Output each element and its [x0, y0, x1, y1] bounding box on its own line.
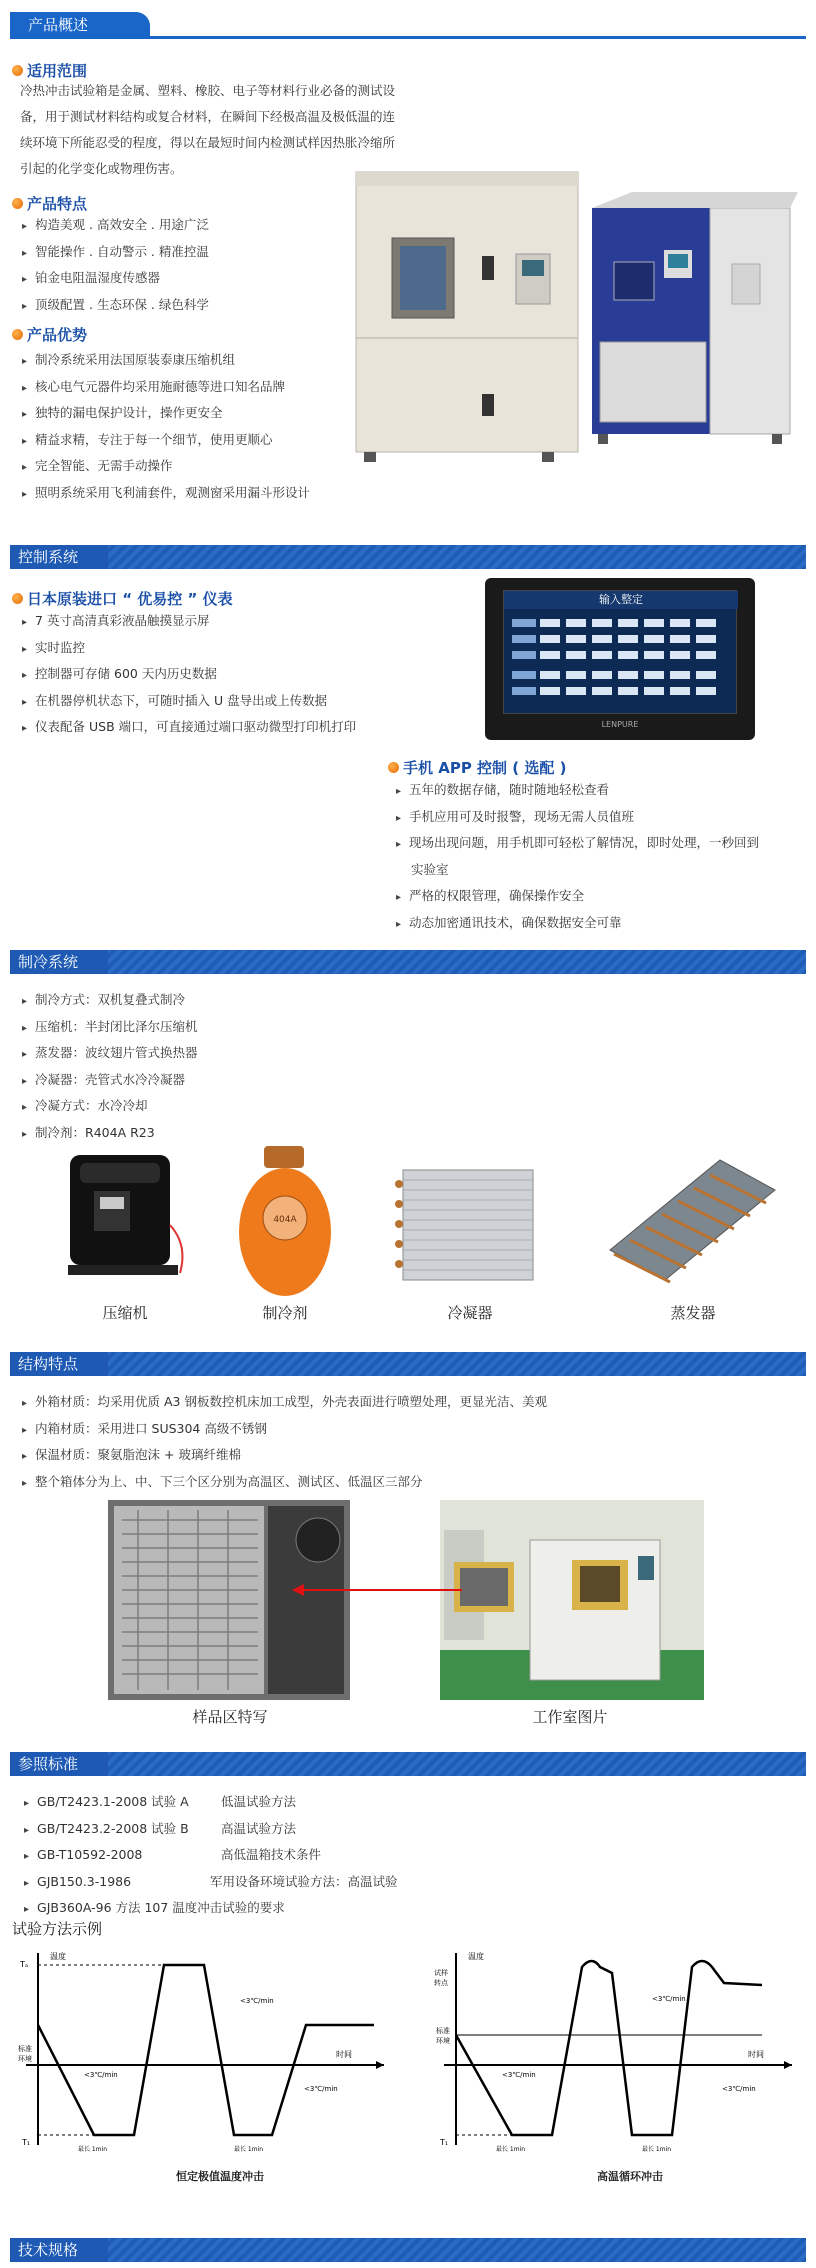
diagram1-ylabel: 温度	[50, 1952, 66, 1961]
standard-code: GJB150.3-1986	[37, 1873, 132, 1889]
bullet-dot-icon	[388, 762, 399, 773]
section-divider	[10, 36, 806, 39]
condenser-image	[395, 1160, 545, 1290]
diagram1-rate2: <3℃/min	[84, 2071, 118, 2079]
controller-list	[22, 609, 356, 742]
section-title: 控制系统	[10, 545, 108, 569]
list-item: ▸ 外箱材质：均采用优质 A3 钢板数控机床加工成型，外壳表面进行喷塑处理，更显光洁、美观	[22, 1390, 547, 1417]
standard-code: GB/T2423.2-2008 试验 B	[37, 1820, 189, 1836]
scope-paragraph	[20, 78, 460, 182]
diagram1-rate3: <3℃/min	[304, 2085, 338, 2093]
list-item: ▸ 制冷系统采用法国原装泰康压缩机组	[22, 348, 310, 375]
list-item: ▸ 动态加密通讯技术，确保数据安全可靠	[396, 911, 759, 938]
bullet-dot-icon	[12, 329, 23, 340]
section-bar-standards	[10, 1752, 806, 1776]
diagram2-ylabel: 温度	[468, 1952, 484, 1961]
diagram2-xlabel: 时间	[748, 2050, 764, 2059]
app-title: 手机 APP 控制 ( 选配 )	[403, 759, 567, 777]
features-title: 产品特点	[27, 195, 88, 213]
blue-chamber-image	[592, 192, 798, 444]
section-tab-overview: 产品概述	[10, 12, 150, 38]
cooling-list	[22, 988, 198, 1147]
screen-title: 输入整定	[504, 591, 738, 609]
list-item: ▸ 制冷方式：双机复叠式制冷	[22, 988, 198, 1015]
list-item: ▸ 手机应用可及时报警，现场无需人员值班	[396, 805, 759, 832]
diagram2-t1: T₁	[440, 2138, 449, 2147]
diagram-constant-shock	[14, 1945, 394, 2160]
section-title: 制冷系统	[10, 950, 108, 974]
controller-heading	[12, 588, 233, 609]
section-bar-structure	[10, 1352, 806, 1376]
work-room-caption: 工作室图片	[532, 1708, 608, 1726]
section-bar-specs	[10, 2238, 806, 2262]
refrigerant-tank-image	[230, 1140, 340, 1300]
evaporator-image	[600, 1150, 780, 1290]
bullet-dot-icon	[12, 65, 23, 76]
list-item: ▸ 铂金电阻温湿度传感器	[22, 266, 209, 293]
advantages-title: 产品优势	[27, 326, 88, 344]
red-arrow-icon	[290, 1580, 470, 1600]
advantages-heading	[12, 324, 87, 345]
list-item: ▸ 整个箱体分为上、中、下三个区分别为高温区、测试区、低温区三部分	[22, 1470, 547, 1497]
section-bar-control	[10, 545, 806, 569]
list-item: ▸ 冷凝器：壳管式水冷冷凝器	[22, 1068, 198, 1095]
diagram1-ref: 标准	[18, 2045, 32, 2053]
diagram1-ta: Tₐ	[20, 1960, 29, 1969]
list-item: ▸ 冷凝方式：水冷冷却	[22, 1094, 198, 1121]
list-item: ▸ 压缩机：半封闭比泽尔压缩机	[22, 1015, 198, 1042]
diagram1-caption: 恒定极值温度冲击	[176, 2170, 264, 2183]
methods-title: 试验方法示例	[12, 1920, 103, 1938]
advantages-list	[22, 348, 310, 507]
product-photos	[352, 168, 798, 468]
list-item: ▸ 控制器可存储 600 天内历史数据	[22, 662, 356, 689]
diagram1-duration: 最长 1min	[78, 2146, 108, 2153]
sample-area-caption: 样品区特写	[192, 1708, 268, 1726]
diagram1-t1: T₁	[22, 2138, 31, 2147]
list-item: ▸ 实时监控	[22, 636, 356, 663]
standard-code: GJB360A-96 方法 107 温度冲击试验的要求	[37, 1900, 285, 1915]
app-heading	[388, 757, 566, 778]
controller-screen-image	[485, 578, 755, 740]
list-item-continuation	[396, 858, 759, 885]
standard-row	[24, 1843, 784, 1870]
structure-list	[22, 1390, 547, 1496]
list-item: ▸ 蒸发器：波纹翅片管式换热器	[22, 1041, 198, 1068]
diagram1-xlabel: 时间	[336, 2050, 352, 2059]
diagram2-rate3: <3℃/min	[722, 2085, 756, 2093]
bullet-dot-icon	[12, 593, 23, 604]
app-list	[396, 778, 759, 937]
section-title: 结构特点	[10, 1352, 108, 1376]
evaporator-caption: 蒸发器	[670, 1304, 716, 1322]
section-title: 技术规格	[10, 2238, 108, 2262]
screen-brand: LENPURE	[601, 720, 639, 729]
scope-line: 续环境下所能忍受的程度，得以在最短时间内检测试样因热胀冷缩所	[20, 135, 396, 150]
standards-list	[24, 1790, 784, 1923]
standard-code: GB-T10592-2008	[37, 1847, 143, 1862]
diagram2-top: 试样	[434, 1969, 448, 1977]
condenser-caption: 冷凝器	[447, 1304, 493, 1322]
list-item: ▸ 核心电气元器件均采用施耐德等进口知名品牌	[22, 375, 310, 402]
screen-grid-icon	[510, 615, 732, 709]
controller-title: 日本原装进口 “ 优易控 ” 仪表	[27, 590, 233, 608]
list-item: ▸ 构造美观 . 高效安全 . 用途广泛	[22, 213, 209, 240]
bullet-dot-icon	[12, 198, 23, 209]
section-title: 参照标准	[10, 1752, 108, 1776]
list-item: ▸ 严格的权限管理，确保操作安全	[396, 884, 759, 911]
diagram1-ref2: 环境	[18, 2055, 32, 2063]
list-item: ▸ 精益求精，专注于每一个细节，使用更顺心	[22, 428, 310, 455]
list-item: ▸ 7 英寸高清真彩液晶触摸显示屏	[22, 609, 356, 636]
diagram2-rate2: <3℃/min	[502, 2071, 536, 2079]
scope-line: 备，用于测试材料结构或复合材料，在瞬间下经极高温及极低温的连	[20, 109, 396, 124]
diagram1-duration2: 最长 1min	[234, 2146, 264, 2153]
features-heading	[12, 193, 87, 214]
scope-line: 冷热冲击试验箱是金属、塑料、橡胶、电子等材料行业必备的测试设	[20, 83, 396, 98]
list-item: ▸ 智能操作 . 自动警示 . 精准控温	[22, 240, 209, 267]
list-item: ▸ 完全智能、无需手动操作	[22, 454, 310, 481]
list-item: ▸ 在机器停机状态下，可随时插入 U 盘导出或上传数据	[22, 689, 356, 716]
list-item: ▸ 现场出现问题，用手机即可轻松了解情况，即时处理，一秒回到	[396, 831, 759, 858]
standard-desc: 低温试验方法	[221, 1794, 297, 1809]
diagram2-rate: <3℃/min	[652, 1995, 686, 2003]
list-item: ▸ 保温材质：聚氨脂泡沫 + 玻璃纤维棉	[22, 1443, 547, 1470]
list-item: ▸ 照明系统采用飞利浦套件，观测窗采用漏斗形设计	[22, 481, 310, 508]
list-item: ▸ 顶级配置 . 生态环保 . 绿色科学	[22, 293, 209, 320]
touch-display	[503, 590, 737, 714]
tank-label: 404A	[273, 1215, 297, 1225]
list-item-continuation-text: 实验室	[411, 861, 449, 877]
compressor-image	[60, 1145, 190, 1295]
diagram-high-cycle-shock	[432, 1945, 802, 2160]
scope-title: 适用范围	[27, 62, 88, 80]
diagram2-duration: 最长 1min	[496, 2146, 526, 2153]
standard-row	[24, 1870, 784, 1897]
list-item: ▸ 五年的数据存储，随时随地轻松查看	[396, 778, 759, 805]
section-bar-cooling	[10, 950, 806, 974]
standard-desc: 军用设备环境试验方法：高温试验	[210, 1873, 398, 1889]
diagram2-caption: 高温循环冲击	[597, 2170, 663, 2183]
scope-line: 引起的化学变化或物理伤害。	[20, 161, 183, 176]
list-item: ▸ 内箱材质：采用进口 SUS304 高级不锈钢	[22, 1417, 547, 1444]
diagram1-rate: <3℃/min	[240, 1997, 274, 2005]
list-item: ▸ 制冷剂：R404A R23	[22, 1121, 198, 1148]
diagram2-ref: 标准	[436, 2027, 450, 2035]
compressor-caption: 压缩机	[102, 1304, 148, 1322]
refrigerant-caption: 制冷剂	[262, 1304, 308, 1322]
white-chamber-image	[356, 172, 578, 462]
standard-code: GB/T2423.1-2008 试验 A	[37, 1794, 189, 1809]
sample-area-image	[108, 1500, 350, 1700]
diagram2-top2: 转点	[434, 1979, 448, 1987]
standard-row	[24, 1896, 784, 1923]
list-item: ▸ 仪表配备 USB 端口，可直接通过端口驱动微型打印机打印	[22, 715, 356, 742]
standard-row	[24, 1817, 784, 1844]
standard-desc: 高温试验方法	[221, 1820, 297, 1836]
list-item: ▸ 独特的漏电保护设计，操作更安全	[22, 401, 310, 428]
standard-row	[24, 1790, 784, 1817]
diagram2-ref2: 环境	[436, 2037, 450, 2045]
diagram2-duration2: 最长 1min	[642, 2146, 672, 2153]
standard-desc: 高低温箱技术条件	[221, 1847, 322, 1862]
work-room-image	[440, 1500, 704, 1700]
features-list	[22, 213, 209, 319]
